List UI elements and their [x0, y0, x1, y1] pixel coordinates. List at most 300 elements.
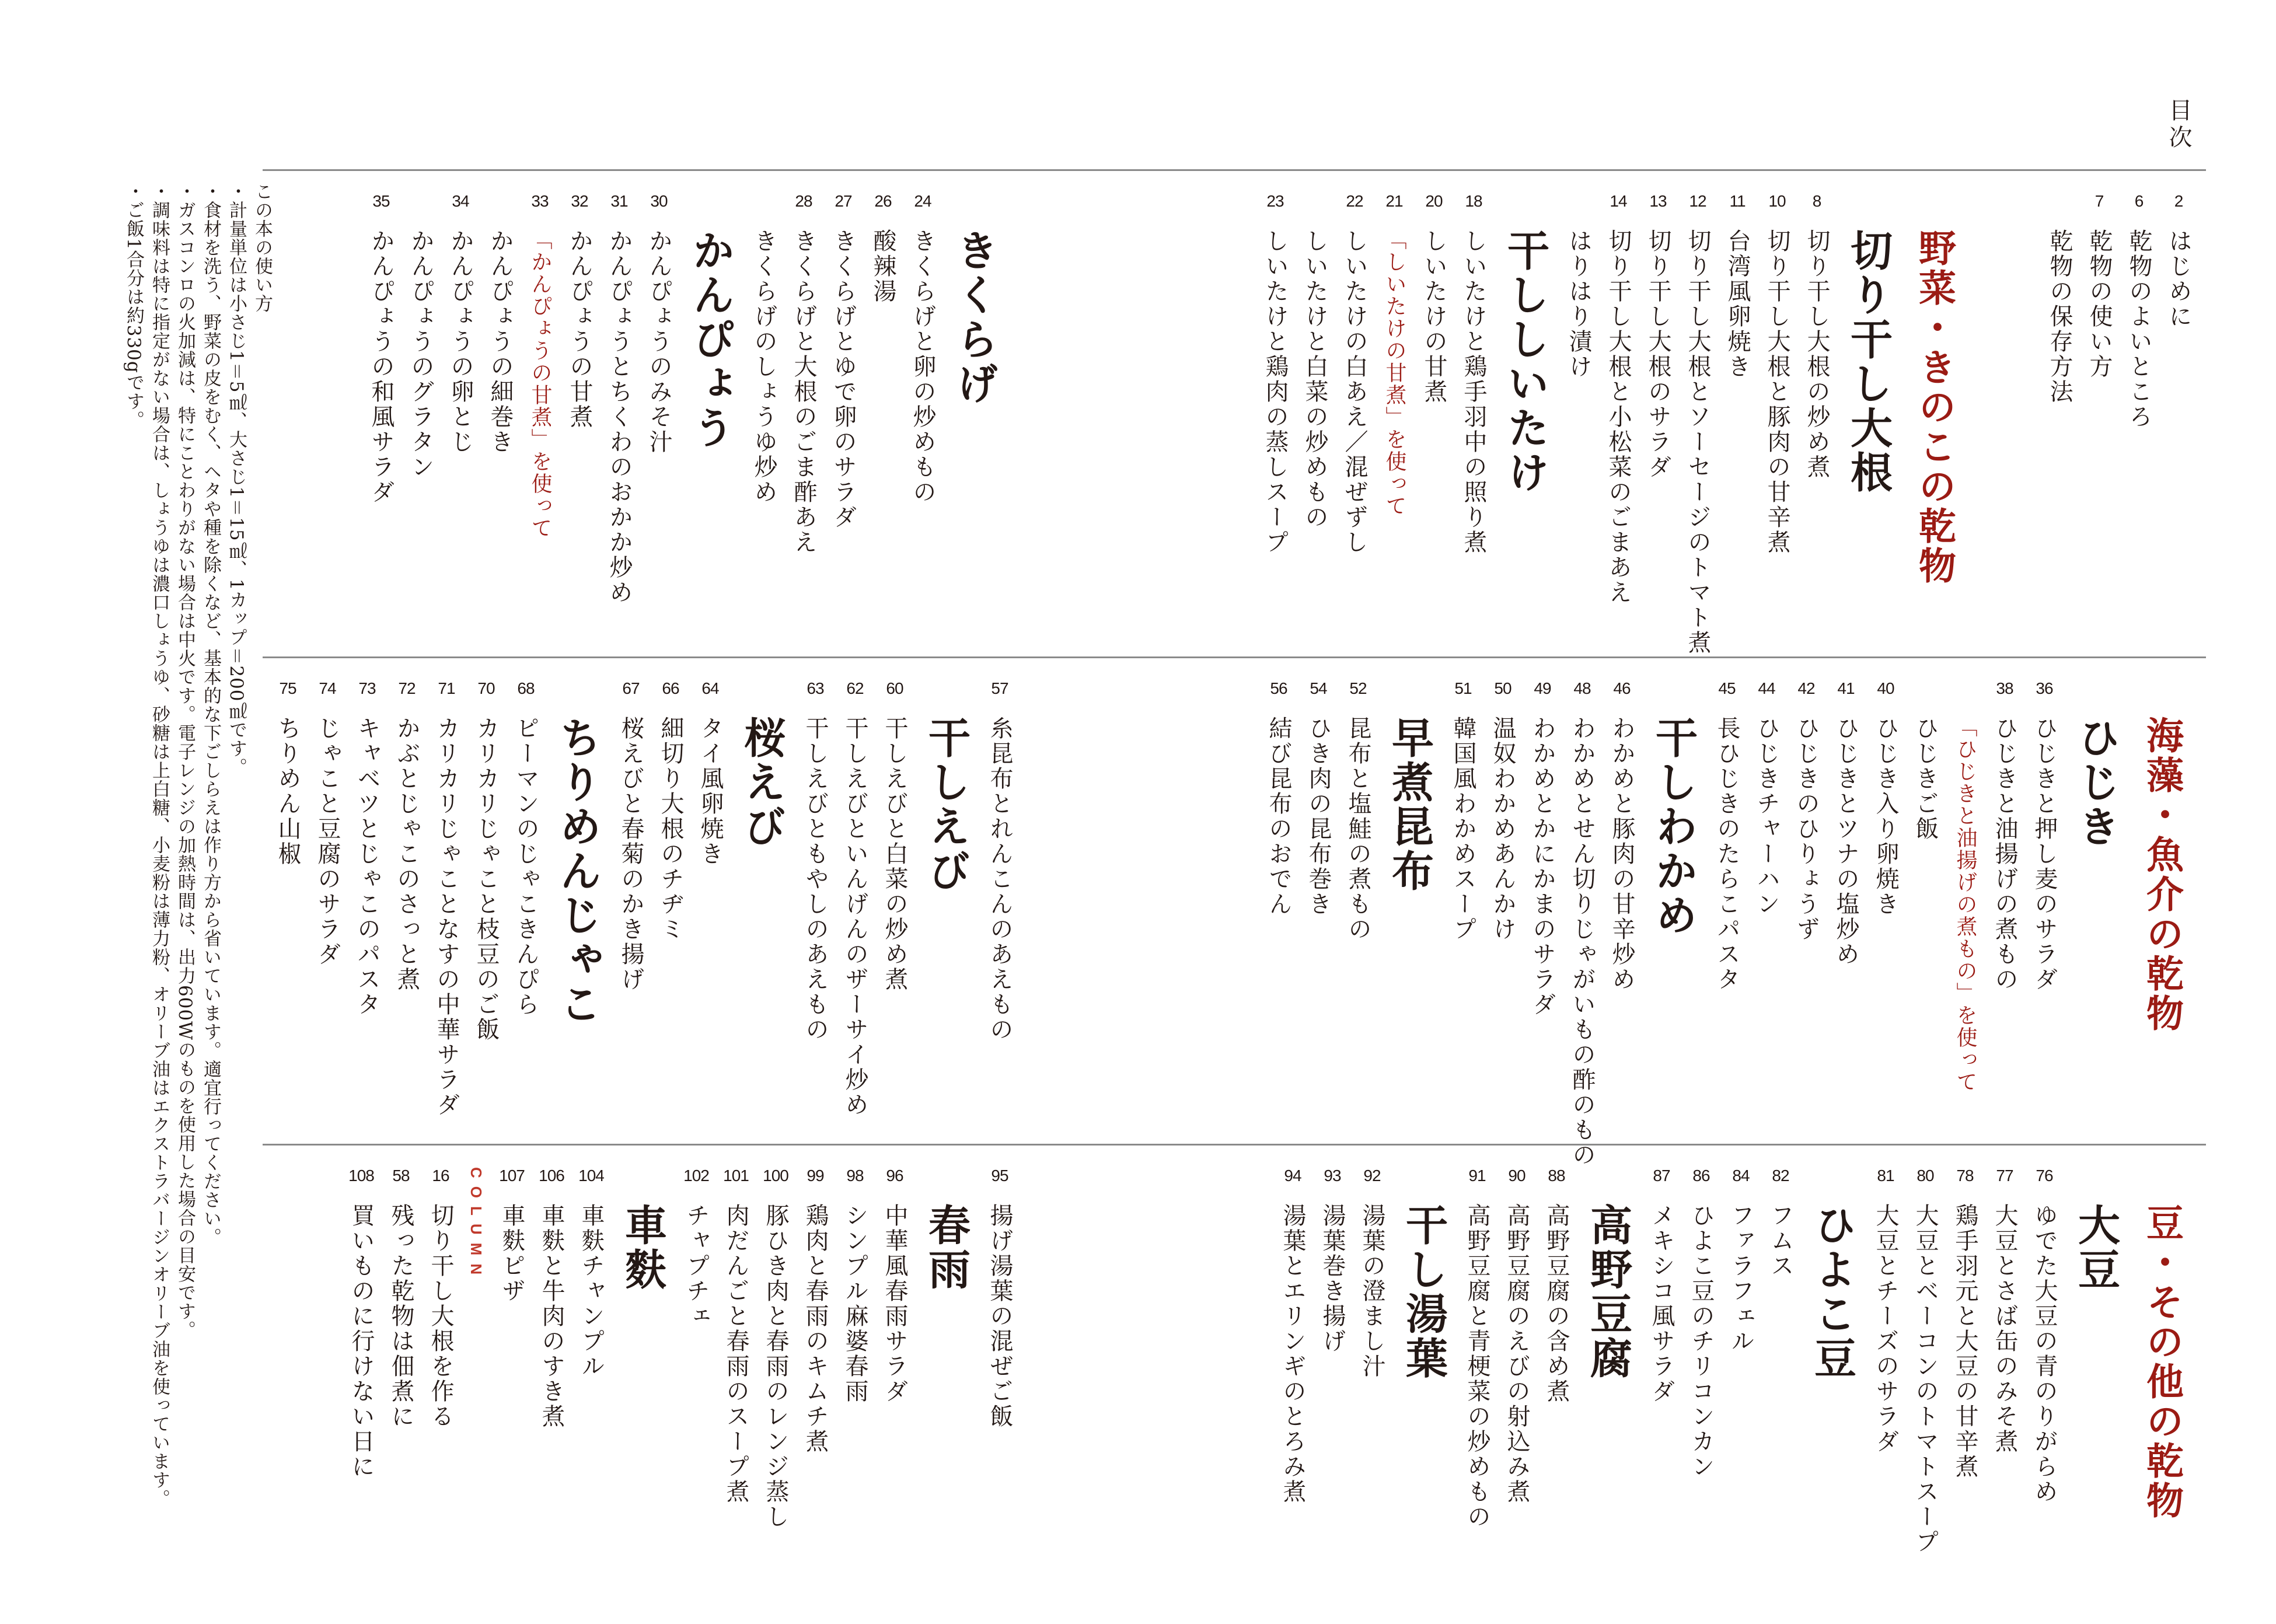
section-heading — [1806, 1161, 1858, 1381]
toc-entry — [839, 674, 871, 1117]
toc-entry — [1501, 1161, 1533, 1504]
page-number: 76 — [2036, 1167, 2053, 1185]
page-number: 104 — [578, 1167, 604, 1185]
toc-entry — [828, 187, 859, 530]
toc-entry — [1563, 187, 1594, 379]
toc-entry — [984, 1161, 1015, 1429]
toc-entry-text: ひじきとツナの塩炒め — [1832, 716, 1859, 967]
toc-entry — [800, 1161, 831, 1454]
section-heading-text: 車麩 — [618, 1203, 667, 1292]
page-number: 21 — [1385, 192, 1403, 210]
toc-entry — [1790, 674, 1822, 942]
toc-entry — [1751, 674, 1782, 917]
page-number: 41 — [1837, 679, 1855, 697]
toc-entry — [1725, 1161, 1757, 1354]
page-number: 18 — [1465, 192, 1482, 210]
beans-block-2 — [337, 1161, 1015, 1529]
toc-entry-text: 長ひじきのたらこパスタ — [1713, 716, 1740, 992]
toc-entry — [1461, 1161, 1493, 1529]
intro-block — [2036, 187, 2194, 429]
toc-entry-text: しいたけと白菜の炒めもの — [1301, 229, 1328, 530]
page-number: 102 — [683, 1167, 709, 1185]
toc-entry — [867, 187, 899, 304]
toc-entry — [643, 187, 675, 455]
sub-heading-entry-text: 「しいたけの甘煮」を使って — [1383, 229, 1406, 517]
toc-entry-text: しいたけと鶏手羽中の照り煮 — [1460, 229, 1487, 555]
toc-entry-text: ひじきご飯 — [1912, 716, 1939, 841]
section-heading — [1582, 1161, 1634, 1381]
toc-entry — [1606, 674, 1638, 992]
page-number: 86 — [1692, 1167, 1710, 1185]
toc-entry — [603, 187, 635, 605]
page-number: 81 — [1877, 1167, 1894, 1185]
toc-entry-text: きくらげのしょうゆ炒め — [750, 229, 777, 505]
toc-entry-text: しいたけの甘煮 — [1420, 229, 1447, 404]
toc-entry-text: 干しえびともやしのあえもの — [802, 716, 829, 1042]
page-number: 66 — [662, 679, 679, 697]
section-heading-text: 桜えび — [737, 716, 786, 849]
divider-middle — [263, 656, 2206, 658]
page-number: 16 — [432, 1167, 449, 1185]
page-number: 49 — [1534, 679, 1551, 697]
toc-entry — [536, 1161, 567, 1429]
toc-title: 目次 — [2165, 98, 2192, 152]
category-title — [2134, 1161, 2190, 1521]
toc-entry-text: 切り干し大根と小松菜のごまあえ — [1605, 229, 1632, 605]
toc-entry-text: カリカリじゃこと枝豆のご飯 — [473, 716, 500, 1042]
page-number: 107 — [499, 1167, 525, 1185]
page-number: 72 — [398, 679, 416, 697]
toc-entry — [2029, 674, 2060, 992]
toc-entry — [272, 674, 303, 867]
page-number: 46 — [1613, 679, 1631, 697]
page-number: 6 — [2134, 192, 2144, 210]
toc-entry-text: 切り干し大根と豚肉の甘辛煮 — [1764, 229, 1790, 555]
toc-entry — [1447, 674, 1479, 942]
toc-entry — [484, 187, 516, 455]
toc-entry — [694, 674, 726, 867]
section-heading-text: 高野豆腐 — [1583, 1203, 1632, 1381]
toc-entry — [385, 1161, 417, 1429]
section-heading-text: ちりめんじゃこ — [553, 716, 602, 1026]
toc-entry-text: 糸昆布とれんこんのあえもの — [986, 716, 1013, 1042]
toc-entry-text: 台湾風卵焼き — [1724, 229, 1751, 379]
toc-entry — [405, 187, 437, 480]
section-heading-text: ひじき — [2071, 716, 2120, 849]
section-heading — [735, 674, 788, 849]
toc-entry — [1830, 674, 1862, 967]
toc-entry — [1765, 1161, 1796, 1279]
page-number: 51 — [1454, 679, 1472, 697]
toc-entry — [564, 187, 595, 429]
toc-entry-text: きくらげと大根のごま酢あえ — [790, 229, 817, 555]
toc-entry-text: 乾物の保存方法 — [2046, 229, 2073, 404]
category-title — [1906, 187, 1962, 586]
toc-entry-text: 豚ひき肉と春雨のレンジ蒸し — [762, 1203, 789, 1529]
toc-entry — [2083, 187, 2115, 379]
page-number: 11 — [1729, 192, 1746, 210]
toc-entry — [425, 1161, 456, 1429]
page-number: 26 — [874, 192, 892, 210]
toc-entry — [788, 187, 819, 555]
toc-entry-text: ちりめん山椒 — [274, 716, 301, 867]
toc-entry — [575, 1161, 607, 1379]
page-number: 12 — [1689, 192, 1706, 210]
toc-entry-text: ひよこ豆のチリコンカン — [1688, 1203, 1715, 1479]
toc-entry — [1418, 187, 1450, 404]
toc-entry — [1870, 674, 1901, 917]
toc-entry-text: 鶏肉と春雨のキムチ煮 — [802, 1203, 829, 1454]
vegetable-block-2 — [357, 187, 1004, 605]
section-heading-text: 春雨 — [921, 1203, 971, 1292]
toc-entry — [1263, 674, 1294, 917]
toc-entry-text: 大豆とチーズのサラダ — [1872, 1203, 1899, 1454]
page-number: 82 — [1772, 1167, 1789, 1185]
toc-entry-text: 鶏手羽元と大豆の甘辛煮 — [1952, 1203, 1978, 1479]
category-title — [2134, 674, 2190, 1033]
toc-entry-text: カリカリじゃことなすの中華サラダ — [433, 716, 460, 1117]
note-line: ・調味料は特に指定がない場合は、しょうゆは濃口しょうゆ、砂糖は上白糖、小麦粉は薄力粉、オリーブ油はエクストラバージンオリーブ油を使っています。 — [149, 182, 170, 1508]
page-number: 14 — [1610, 192, 1627, 210]
toc-entry-text: シンプル麻婆春雨 — [842, 1203, 868, 1404]
toc-entry — [1259, 187, 1291, 555]
toc-entry-text: かんぴょうとちくわのおかか炒め — [606, 229, 633, 605]
toc-entry-text: 大豆とさば缶のみそ煮 — [1991, 1203, 2018, 1454]
toc-entry-text: キャベツとじゃこのパスタ — [354, 716, 381, 1017]
page-number: 74 — [319, 679, 336, 697]
toc-entry — [1870, 1161, 1901, 1454]
sub-heading-entry-text: 「ひじきと油揚げの煮もの」を使って — [1953, 716, 1977, 1093]
section-heading — [920, 674, 972, 893]
toc-entry-text: 切り干し大根のサラダ — [1645, 229, 1671, 480]
toc-entry-text: 車麩と牛肉のすき煮 — [538, 1203, 565, 1429]
toc-entry-text: 結び昆布のおでん — [1265, 716, 1292, 917]
page-number: 38 — [1996, 679, 2013, 697]
page-number: 45 — [1718, 679, 1736, 697]
toc-entry-text: きくらげとゆで卵のサラダ — [830, 229, 857, 530]
page-number: 101 — [723, 1167, 749, 1185]
toc-entry-text: わかめとせん切りじゃがいもの酢のもの — [1569, 716, 1596, 1168]
toc-entry-text: 肉だんごと春雨のスープ煮 — [722, 1203, 749, 1504]
sub-heading-entry — [524, 187, 556, 539]
toc-entry — [615, 674, 647, 992]
toc-entry-text: ファラフェル — [1727, 1203, 1754, 1354]
page-number: 36 — [2036, 679, 2053, 697]
page-number: 84 — [1732, 1167, 1750, 1185]
toc-entry — [1801, 187, 1832, 480]
toc-entry-text: 干しえびといんげんのザーサイ炒め — [842, 716, 868, 1117]
section-heading — [1383, 674, 1436, 893]
page-number: 32 — [571, 192, 588, 210]
toc-entry-text: 酸辣湯 — [870, 229, 896, 304]
section-heading — [920, 1161, 972, 1292]
toc-entry — [2044, 187, 2075, 404]
toc-entry-text: 乾物の使い方 — [2086, 229, 2113, 379]
toc-entry-text: しいたけの白あえ／混ぜずし — [1341, 229, 1368, 555]
page-number: 57 — [991, 679, 1008, 697]
page-number: 30 — [650, 192, 668, 210]
seaweed-block-1 — [1255, 674, 2194, 1168]
page-number: 99 — [807, 1167, 824, 1185]
section-heading — [616, 1161, 669, 1292]
beans-block-1 — [1269, 1161, 2194, 1555]
toc-entry-text: 昆布と塩鮭の煮もの — [1345, 716, 1371, 942]
toc-entry — [800, 674, 831, 1042]
toc-entry — [1910, 1161, 1941, 1555]
toc-entry — [1989, 674, 2020, 992]
toc-entry — [496, 1161, 528, 1304]
toc-entry — [1342, 674, 1374, 942]
toc-entry-text: 湯葉巻き揚げ — [1319, 1203, 1346, 1354]
section-heading — [1397, 1161, 1450, 1381]
page-number: 96 — [886, 1167, 903, 1185]
page-number: 2 — [2174, 192, 2183, 210]
toc-entry-text: 揚げ湯葉の混ぜご飯 — [986, 1203, 1013, 1429]
page-number: 35 — [372, 192, 390, 210]
section-heading-text: 早煮昆布 — [1385, 716, 1434, 893]
page-number: 7 — [2095, 192, 2104, 210]
toc-entry — [879, 1161, 910, 1404]
section-heading-text: 干しえび — [921, 716, 971, 893]
page-number: 42 — [1797, 679, 1815, 697]
column-label — [465, 1161, 488, 1283]
toc-entry — [1299, 187, 1331, 530]
toc-entry-text: 湯葉の澄まし汁 — [1359, 1203, 1385, 1379]
page-number: 68 — [517, 679, 535, 697]
page-number: 73 — [358, 679, 376, 697]
toc-entry-text: 干しえびと白菜の炒め煮 — [881, 716, 908, 992]
column-label-text: COLUMN — [467, 1167, 485, 1283]
page-number: 93 — [1324, 1167, 1341, 1185]
toc-entry-text: 残った乾物は佃煮に — [388, 1203, 414, 1429]
page-number: 67 — [622, 679, 640, 697]
toc-entry-text: チャプチェ — [683, 1203, 710, 1329]
section-heading-text: ひよこ豆 — [1807, 1203, 1856, 1381]
section-heading — [551, 674, 603, 1026]
page-number: 64 — [701, 679, 719, 697]
toc-entry — [510, 674, 542, 1017]
toc-entry — [879, 674, 910, 992]
note-line: ・食材を洗う、野菜の皮をむく、ヘタや種を除くなど、基本的な下ごしらえは作り方から省いています。適宜行ってください。 — [200, 182, 221, 1246]
toc-entry-text: かぶとじゃこのさっと煮 — [393, 716, 420, 992]
note-line: ・ご飯1合分は約330gです。 — [123, 182, 144, 429]
page-number: 40 — [1877, 679, 1894, 697]
toc-entry — [2123, 187, 2155, 429]
toc-entry — [907, 187, 938, 505]
toc-entry-text: タイ風卵焼き — [697, 716, 724, 867]
sub-heading-entry — [1378, 187, 1410, 517]
toc-entry-text: 買いものに行けない日に — [348, 1203, 375, 1479]
toc-entry-text: はじめに — [2165, 229, 2192, 329]
toc-entry-text: 切り干し大根を作る — [427, 1203, 454, 1429]
page-number: 90 — [1508, 1167, 1526, 1185]
divider-top — [263, 169, 2206, 171]
toc-entry — [1541, 1161, 1572, 1404]
toc-entry — [839, 1161, 871, 1404]
seaweed-block-2 — [264, 674, 1015, 1117]
sub-heading-entry — [1949, 674, 1981, 1093]
toc-entry — [1949, 1161, 1981, 1479]
toc-entry — [1339, 187, 1370, 555]
toc-entry-text: ひじきと押し麦のサラダ — [2031, 716, 2058, 992]
toc-entry-text: 車麩チャンプル — [578, 1203, 605, 1379]
toc-entry-text: かんぴょうのグラタン — [407, 229, 434, 480]
page-number: 77 — [1996, 1167, 2013, 1185]
toc-entry — [1685, 1161, 1717, 1479]
toc-entry-text: かんぴょうのみそ汁 — [645, 229, 672, 455]
section-heading-text: かんぴょう — [686, 229, 735, 450]
toc-entry — [1711, 674, 1743, 992]
toc-entry-text: ひじきと油揚げの煮もの — [1991, 716, 2018, 992]
section-heading-text: きくらげ — [950, 229, 999, 406]
toc-entry-text: 切り干し大根とソーセージのトマト煮 — [1684, 229, 1711, 655]
toc-entry-text: 湯葉とエリンギのとろみ煮 — [1279, 1203, 1306, 1504]
vegetable-block-1 — [1251, 187, 1967, 655]
toc-entry-text: 高野豆腐のえびの射込み煮 — [1503, 1203, 1530, 1504]
notes-heading: この本の使い方 — [252, 182, 273, 313]
page-number: 56 — [1270, 679, 1287, 697]
toc-entry-text: 細切り大根のチヂミ — [657, 716, 684, 942]
toc-entry-text: 温奴わかめあんかけ — [1489, 716, 1516, 942]
toc-entry — [748, 187, 780, 505]
page-number: 10 — [1768, 192, 1786, 210]
page-number: 92 — [1363, 1167, 1381, 1185]
toc-entry — [445, 187, 476, 455]
page-number: 28 — [795, 192, 812, 210]
page-number: 34 — [452, 192, 469, 210]
page-number: 71 — [438, 679, 455, 697]
page-number: 48 — [1573, 679, 1591, 697]
page-number: 106 — [539, 1167, 564, 1185]
toc-entry — [1603, 187, 1634, 605]
toc-entry-text: 高野豆腐の含め煮 — [1543, 1203, 1570, 1404]
toc-entry — [1487, 674, 1519, 942]
page-number: 63 — [807, 679, 824, 697]
page-number: 13 — [1649, 192, 1667, 210]
section-heading — [1842, 187, 1894, 495]
toc-entry — [1356, 1161, 1388, 1379]
toc-entry-text: しいたけと鶏肉の蒸しスープ — [1262, 229, 1289, 555]
toc-entry-text: ひき肉の昆布巻き — [1305, 716, 1332, 917]
note-line: ・ガスコンロの火加減は、特にことわりがない場合は中火です。電子レンジの加熱時間は、出力600Wのものを使用した場合の目安です。 — [174, 182, 196, 1340]
section-heading — [1647, 674, 1699, 938]
toc-entry — [312, 674, 343, 967]
toc-entry-text: ゆでた大豆の青のりがらめ — [2031, 1203, 2058, 1504]
toc-entry — [1989, 1161, 2020, 1454]
page-number: 108 — [348, 1167, 374, 1185]
toc-entry-text: わかめと豚肉の甘辛炒め — [1608, 716, 1635, 992]
toc-entry — [760, 1161, 791, 1529]
page-number: 60 — [886, 679, 903, 697]
toc-entry-text: きくらげと卵の炒めもの — [909, 229, 936, 505]
page-number: 22 — [1346, 192, 1363, 210]
toc-entry — [2163, 187, 2194, 329]
toc-entry-text: ピーマンのじゃこきんぴら — [512, 716, 539, 1017]
section-heading — [1499, 187, 1551, 495]
page-number: 58 — [392, 1167, 410, 1185]
page-number: 24 — [914, 192, 931, 210]
page-number: 44 — [1758, 679, 1775, 697]
page-number: 23 — [1266, 192, 1284, 210]
page-number: 20 — [1425, 192, 1443, 210]
toc-entry — [1458, 187, 1489, 555]
page-number: 70 — [477, 679, 495, 697]
toc-entry-text: はりはり漬け — [1565, 229, 1592, 379]
page-number: 8 — [1812, 192, 1821, 210]
toc-entry-text: フムス — [1767, 1203, 1794, 1279]
toc-entry-text: かんぴょうの甘煮 — [566, 229, 593, 429]
page-number: 33 — [531, 192, 549, 210]
toc-entry — [1682, 187, 1713, 655]
toc-entry — [1761, 187, 1793, 555]
category-title-text: 野菜・きのこの乾物 — [1912, 229, 1956, 586]
toc-entry-text: かんぴょうの和風サラダ — [368, 229, 395, 505]
page-number: 54 — [1310, 679, 1327, 697]
toc-entry-text: かんぴょうの卵とじ — [447, 229, 474, 455]
page-number: 94 — [1284, 1167, 1301, 1185]
section-heading-text: 干し湯葉 — [1399, 1203, 1448, 1381]
toc-entry-text: 切り干し大根の炒め煮 — [1803, 229, 1830, 480]
toc-entry — [1910, 674, 1941, 841]
toc-entry-text: 高野豆腐と青梗菜の炒めもの — [1464, 1203, 1490, 1529]
category-title-text: 海藻・魚介の乾物 — [2140, 716, 2183, 1033]
toc-entry — [1722, 187, 1753, 379]
toc-entry-text: 中華風春雨サラダ — [881, 1203, 908, 1404]
page-number: 62 — [846, 679, 864, 697]
toc-entry-text: かんぴょうの細巻き — [487, 229, 514, 455]
page-number: 88 — [1548, 1167, 1565, 1185]
toc-entry — [1646, 1161, 1677, 1404]
page-number: 50 — [1494, 679, 1511, 697]
page-number: 78 — [1956, 1167, 1974, 1185]
section-heading-text: 干ししいたけ — [1500, 229, 1549, 495]
toc-entry — [655, 674, 686, 942]
toc-entry — [1317, 1161, 1348, 1354]
toc-entry-text: ひじきのひりょうず — [1793, 716, 1820, 942]
section-heading-text: 大豆 — [2071, 1203, 2120, 1292]
sub-heading-entry-text: 「かんぴょうの甘煮」を使って — [528, 229, 552, 539]
toc-entry-text: じゃこと豆腐のサラダ — [314, 716, 341, 967]
page-number: 27 — [835, 192, 852, 210]
page-number: 100 — [763, 1167, 788, 1185]
toc-entry — [1303, 674, 1334, 917]
toc-entry — [365, 187, 397, 505]
section-heading-text: 切り干し大根 — [1844, 229, 1893, 495]
section-heading — [684, 187, 736, 450]
toc-entry-text: 乾物のよいところ — [2125, 229, 2152, 429]
toc-entry — [1277, 1161, 1308, 1504]
toc-entry — [1527, 674, 1558, 1017]
section-heading — [2069, 674, 2122, 849]
page-number: 87 — [1653, 1167, 1670, 1185]
toc-entry — [1642, 187, 1674, 480]
page-number: 31 — [610, 192, 628, 210]
page-number: 75 — [279, 679, 296, 697]
page-number: 91 — [1468, 1167, 1486, 1185]
toc-entry — [984, 674, 1015, 1042]
toc-entry — [1566, 674, 1598, 1168]
toc-entry — [470, 674, 502, 1042]
category-title-text: 豆・その他の乾物 — [2140, 1203, 2183, 1521]
section-heading — [2069, 1161, 2122, 1292]
toc-entry-text: わかめとかにかまのサラダ — [1529, 716, 1556, 1017]
toc-entry-text: 大豆とベーコンのトマトスープ — [1912, 1203, 1939, 1555]
toc-entry-text: 桜えびと春菊のかき揚げ — [617, 716, 644, 992]
toc-entry — [2029, 1161, 2060, 1504]
toc-entry — [351, 674, 383, 1017]
page-number: 95 — [991, 1167, 1008, 1185]
toc-entry — [431, 674, 462, 1117]
